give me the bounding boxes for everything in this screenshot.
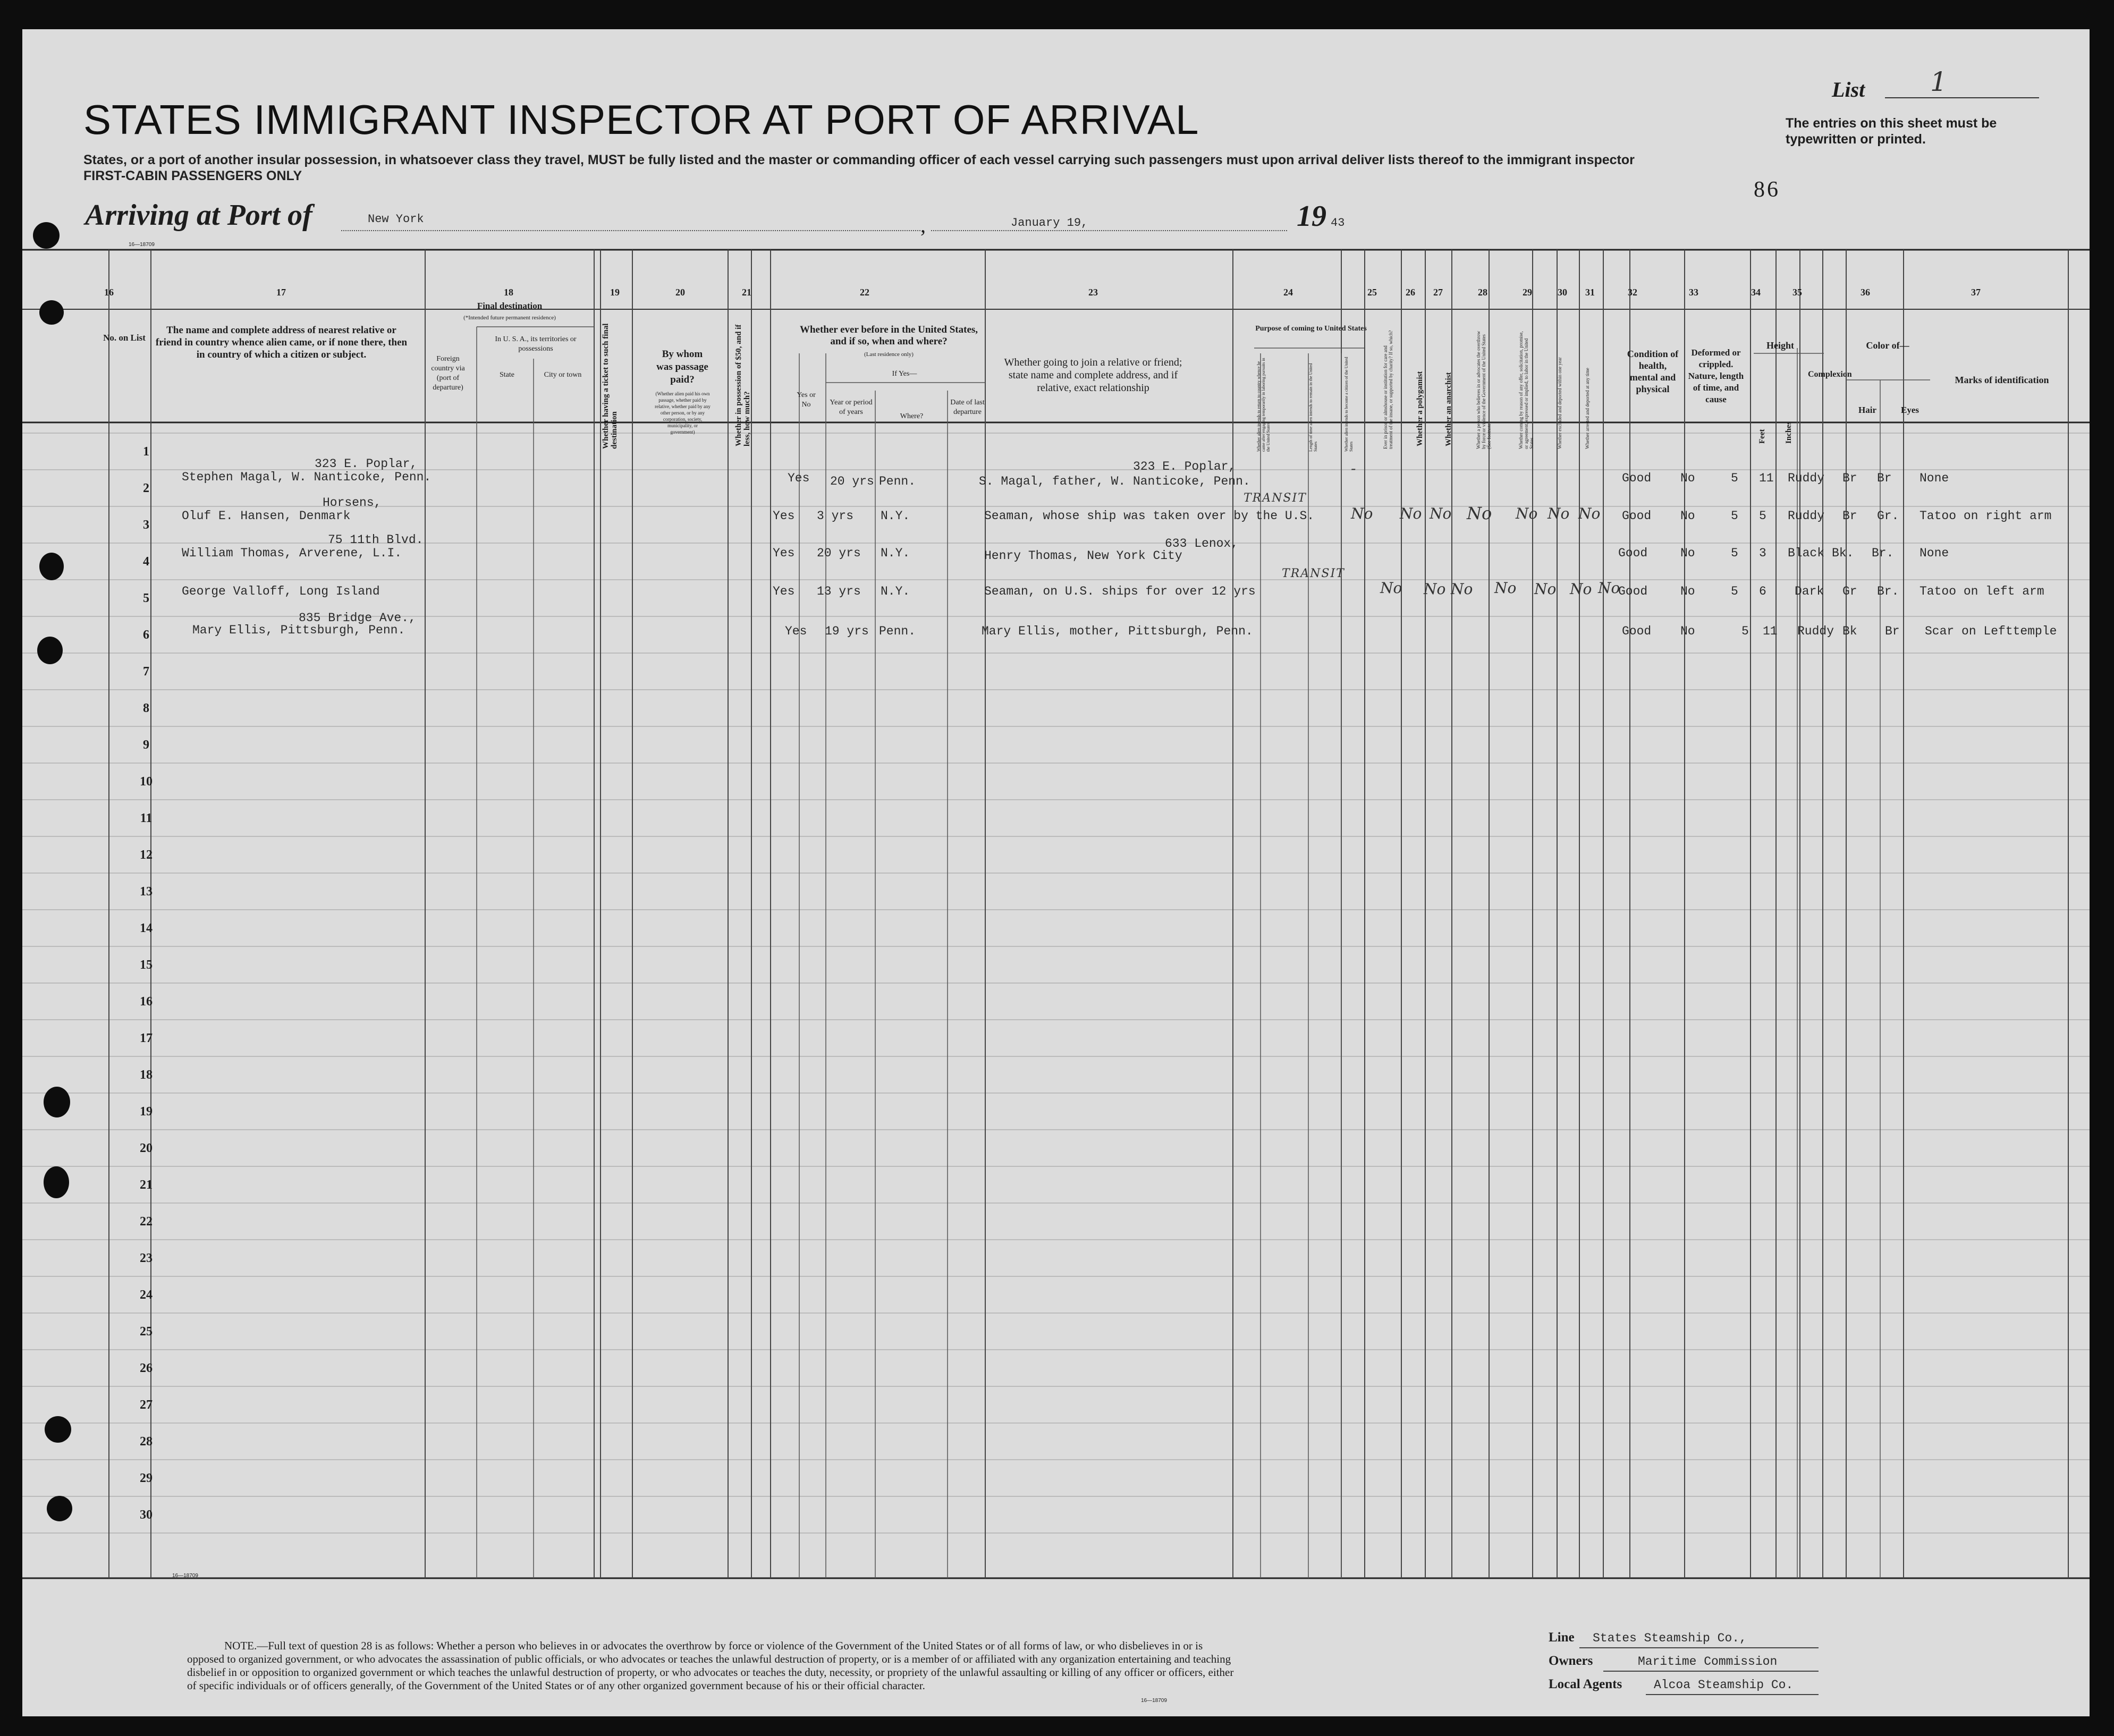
row-1-marks: None xyxy=(1919,471,1949,485)
row-1-hair: Br xyxy=(1842,471,1857,485)
owners-label: Owners xyxy=(1549,1654,1593,1668)
row-number: 9 xyxy=(143,738,149,752)
row-4-before: Yes xyxy=(773,585,795,598)
owners-underline xyxy=(1603,1671,1819,1672)
row-4-no-27: No xyxy=(1451,580,1473,598)
binder-hole xyxy=(39,553,64,580)
row-1-complexion: Ruddy xyxy=(1788,471,1825,485)
row-3-complexion: Black xyxy=(1788,546,1825,560)
row-4-inches: 6 xyxy=(1759,585,1766,598)
footnote: NOTE.—Full text of question 28 is as follows: Whether a person who believes in or advocates the overthrow by force or violence of the Government of the United States or of all forms of law, or who disbelieves in or is opposed to organized government, or who advocates the assassination of public officials, or who advocates or teaches the unlawful destruction of property, or is a member of or affiliated with any organization entertaining and teaching disbelief in or opposition to organized government or which teaches the unlawful destruction of property, or who advocates or teaches the duty, necessity, or propriety of the unlawful assaulting or killing of any officer or officers, either of specific individuals or of officers generally, of the Government of the United States or of any other organized government because of his or their official character. xyxy=(187,1639,1234,1692)
col-num-28: 28 xyxy=(1478,287,1487,298)
header-color-of: Color of— xyxy=(1866,340,1909,351)
col-num-21: 21 xyxy=(742,287,751,298)
row-3-health: Good xyxy=(1618,546,1648,560)
col-num-20: 20 xyxy=(675,287,685,298)
header-deformed: Deformed or crippled. Nature, length of time, and cause xyxy=(1688,348,1744,404)
row-4-health: Good xyxy=(1618,585,1648,598)
row-4-join: Seaman, on U.S. ships for over 12 yrs xyxy=(984,585,1256,598)
row-number: 16 xyxy=(140,995,153,1009)
header-hair: Hair xyxy=(1858,405,1876,415)
line-underline xyxy=(1579,1647,1819,1648)
col-num-26: 26 xyxy=(1406,287,1415,298)
row-3-before: Yes xyxy=(773,546,795,560)
header-final-destination-note: (*Intended future permanent residence) xyxy=(463,315,556,321)
col-num-24: 24 xyxy=(1283,287,1293,298)
header-yes-no: Yes or No xyxy=(797,391,816,409)
row-5-health: Good xyxy=(1622,624,1652,638)
row-3-period: 20 yrs xyxy=(817,546,861,560)
list-underline xyxy=(1885,97,2039,98)
col-num-16: 16 xyxy=(104,287,114,298)
row-number: 18 xyxy=(140,1068,153,1082)
row-3-feet: 5 xyxy=(1731,546,1738,560)
row-3-eyes: Br. xyxy=(1872,546,1894,560)
row-number: 28 xyxy=(140,1435,153,1449)
row-5-hair: Bk xyxy=(1842,624,1857,638)
row-1-relative: Stephen Magal, W. Nanticoke, Penn. xyxy=(182,470,432,484)
row-1-period: 20 yrs xyxy=(830,475,874,488)
row-5-where: Penn. xyxy=(879,624,916,638)
port: New York xyxy=(368,213,424,226)
binder-hole xyxy=(45,1416,71,1443)
row-2-relative-address: Horsens, xyxy=(323,496,382,510)
col-num-17: 17 xyxy=(276,287,286,298)
row-3-where: N.Y. xyxy=(881,546,910,560)
col-num-31: 31 xyxy=(1585,287,1595,298)
row-4-no-30: No xyxy=(1570,580,1592,598)
header-purpose-c: Whether alien intends to become a citizen of the United States xyxy=(1344,357,1354,452)
row-number: 29 xyxy=(140,1471,153,1485)
row-2-health: Good xyxy=(1622,509,1652,523)
row-3-relative-address: 75 11th Blvd. xyxy=(328,533,424,547)
row-5-complexion: Ruddy xyxy=(1797,624,1834,638)
col-num-19: 19 xyxy=(610,287,620,298)
header-eyes: Eyes xyxy=(1901,405,1919,415)
row-3-deformed: No xyxy=(1680,546,1695,560)
row-2-no-25: No xyxy=(1351,505,1373,522)
binder-hole xyxy=(44,1087,70,1117)
header-prison: Ever in prison or almshouse or institution for care and treatment of the insane, or supported by charity? If so, which? xyxy=(1383,330,1393,449)
footer-code: 16—18709 xyxy=(1141,1698,1167,1704)
row-2-before: Yes xyxy=(773,509,795,523)
header-anarchist: Whether an anarchist xyxy=(1444,372,1453,446)
row-4-complexion: Dark xyxy=(1795,585,1824,598)
form-intro: States, or a port of another insular possession, in whatsoever class they travel, MUST be fully listed and the master or commanding officer of each vessel carrying such passengers must upon arrival deliver lists thereof to the immigrant inspector xyxy=(83,153,1635,167)
row-2-no-29: No xyxy=(1516,505,1538,522)
col-num-25: 25 xyxy=(1367,287,1377,298)
row-2-period: 3 yrs xyxy=(817,509,854,523)
table-grid xyxy=(22,29,2090,1716)
header-excluded: Whether excluded and deported within one year xyxy=(1557,357,1562,449)
binder-hole xyxy=(37,637,63,664)
header-marks: Marks of identification xyxy=(1955,375,2049,385)
row-4-no-29: No xyxy=(1534,580,1557,598)
row-4-no-26: No xyxy=(1424,580,1446,598)
class-line: FIRST-CABIN PASSENGERS ONLY xyxy=(83,168,302,183)
owners-value: Maritime Commission xyxy=(1638,1655,1778,1669)
row-2-marks: Tatoo on right arm xyxy=(1919,509,2052,523)
col-num-23: 23 xyxy=(1088,287,1098,298)
header-feet: Feet xyxy=(1758,429,1766,444)
col-num-32: 32 xyxy=(1628,287,1637,298)
row-2-no-26: No xyxy=(1400,505,1422,522)
row-1-dash: - xyxy=(1351,460,1356,477)
header-relative: The name and complete address of nearest relative or friend in country whence alien came, or if none there, then in country of which a citizen or subject. xyxy=(155,325,408,360)
header-where: Where? xyxy=(900,412,924,420)
header-if-yes: If Yes— xyxy=(892,370,917,378)
row-5-marks: Scar on Lefttemple xyxy=(1925,624,2057,638)
row-5-inches: 11 xyxy=(1763,624,1778,638)
row-number: 3 xyxy=(143,518,149,532)
row-3-join: Henry Thomas, New York City xyxy=(984,549,1182,563)
header-fifty-dollars: Whether in possession of $50, and if less, how much? xyxy=(734,324,751,446)
arriving-label: Arriving at Port of xyxy=(85,199,312,232)
row-2-transit: TRANSIT xyxy=(1244,492,1307,505)
header-final-destination: Final destination xyxy=(477,301,543,311)
row-4-no-31: No xyxy=(1598,579,1620,597)
header-city: City or town xyxy=(544,371,582,379)
header-height: Height xyxy=(1766,340,1794,351)
row-2-no-30: No xyxy=(1548,505,1570,522)
row-2-relative: Oluf E. Hansen, Denmark xyxy=(182,509,351,523)
row-number: 11 xyxy=(140,811,153,825)
row-1-eyes: Br xyxy=(1877,471,1892,485)
row-5-join: Mary Ellis, mother, Pittsburgh, Penn. xyxy=(982,624,1253,638)
row-number: 21 xyxy=(140,1178,153,1192)
col-num-36: 36 xyxy=(1861,287,1870,298)
row-number: 26 xyxy=(140,1361,153,1375)
row-number: 17 xyxy=(140,1031,153,1045)
col-num-34: 34 xyxy=(1751,287,1761,298)
row-2-complexion: Ruddy xyxy=(1788,509,1825,523)
binder-hole xyxy=(33,222,60,249)
row-number: 24 xyxy=(140,1288,153,1302)
row-5-deformed: No xyxy=(1680,624,1695,638)
agents-value: Alcoa Steamship Co. xyxy=(1654,1678,1794,1692)
row-2-feet: 5 xyxy=(1731,509,1738,523)
row-5-relative: Mary Ellis, Pittsburgh, Penn. xyxy=(192,623,405,637)
list-label: List xyxy=(1832,78,1865,101)
header-period: Year or period of years xyxy=(830,399,873,416)
row-2-eyes: Gr. xyxy=(1877,509,1899,523)
agents-underline xyxy=(1646,1694,1819,1695)
manifest-sheet xyxy=(22,29,2090,1716)
header-passage: By whom was passage paid? xyxy=(656,349,708,385)
row-4-no-28: No xyxy=(1494,579,1517,597)
form-code-top: 16—18709 xyxy=(129,242,155,248)
row-2-no-27: No xyxy=(1430,505,1452,522)
agents-label: Local Agents xyxy=(1549,1677,1622,1691)
col-num-35: 35 xyxy=(1792,287,1802,298)
row-number: 15 xyxy=(140,958,153,972)
row-5-feet: 5 xyxy=(1741,624,1749,638)
row-2-inches: 5 xyxy=(1759,509,1766,523)
binder-hole xyxy=(44,1166,69,1198)
row-number: 7 xyxy=(143,665,149,679)
row-number: 6 xyxy=(143,628,149,642)
header-purpose: Purpose of coming to United States xyxy=(1255,325,1367,333)
header-overthrow: Whether a person who believes in or advocates the overthrow by force or violence of the Government of the United States (See footnote) xyxy=(1476,331,1492,449)
header-arrested: Whether arrested and deported at any time xyxy=(1585,368,1590,449)
row-number: 10 xyxy=(140,775,153,789)
date-underline xyxy=(931,230,1287,231)
year-prefix: 19 xyxy=(1297,200,1326,233)
col-num-22: 22 xyxy=(860,287,869,298)
row-4-feet: 5 xyxy=(1731,585,1738,598)
col-num-29: 29 xyxy=(1523,287,1532,298)
row-3-relative: William Thomas, Arverene, L.I. xyxy=(182,546,402,560)
port-comma: , xyxy=(920,213,926,237)
row-2-no-28: No xyxy=(1467,503,1492,523)
row-1-where: Penn. xyxy=(879,475,916,488)
line-label: Line xyxy=(1549,1630,1575,1645)
row-number: 30 xyxy=(140,1508,153,1522)
binder-hole xyxy=(47,1496,72,1521)
row-1-join: S. Magal, father, W. Nanticoke, Penn. xyxy=(979,475,1250,488)
row-number: 19 xyxy=(140,1105,153,1119)
year-suffix: 43 xyxy=(1331,216,1345,230)
row-2-deformed: No xyxy=(1680,509,1695,523)
row-1-deformed: No xyxy=(1680,471,1695,485)
row-4-where: N.Y. xyxy=(881,585,910,598)
row-5-eyes: Br xyxy=(1885,624,1900,638)
col-num-33: 33 xyxy=(1689,287,1698,298)
row-number: 25 xyxy=(140,1325,153,1339)
row-3-hair: Bk. xyxy=(1832,546,1854,560)
binder-hole xyxy=(39,300,64,325)
row-number: 23 xyxy=(140,1251,153,1265)
col-num-27: 27 xyxy=(1433,287,1443,298)
header-ever-before: Whether ever before in the United States, and if so, when and where? xyxy=(799,324,978,347)
form-code-bottom: 16—18709 xyxy=(172,1573,198,1579)
row-1-join-address: 323 E. Poplar, xyxy=(1133,460,1236,473)
port-underline xyxy=(341,230,920,231)
form-title: STATES IMMIGRANT INSPECTOR AT PORT OF ARRIVAL xyxy=(83,96,1199,143)
row-5-relative-address: 835 Bridge Ave., xyxy=(299,611,416,625)
row-5-before: Yes xyxy=(785,624,807,638)
row-number: 5 xyxy=(143,591,149,605)
row-number: 20 xyxy=(140,1141,153,1155)
header-polygamist: Whether a polygamist xyxy=(1416,371,1424,446)
header-state: State xyxy=(500,371,514,379)
row-4-hair: Gr xyxy=(1842,585,1857,598)
row-2-no-31: No xyxy=(1578,505,1601,522)
row-4-period: 13 yrs xyxy=(817,585,861,598)
row-4-relative: George Valloff, Long Island xyxy=(182,585,380,598)
row-1-before: Yes xyxy=(788,471,810,485)
header-foreign-country: Foreign country via (port of departure) xyxy=(431,355,465,392)
header-purpose-a: Whether alien intends to return to country whence he came after engaging temporarily in laboring pursuits in the United States xyxy=(1256,358,1271,452)
row-5-period: 19 yrs xyxy=(825,624,869,638)
row-4-transit: TRANSIT xyxy=(1282,567,1345,580)
row-number: 27 xyxy=(140,1398,153,1412)
header-labor-offer: Whether coming by reason of any offer, solicitation, promise, or agreement, expressed or implied, to labor in the United States xyxy=(1518,331,1534,449)
col-num-30: 30 xyxy=(1558,287,1567,298)
row-number: 13 xyxy=(140,885,153,899)
arrival-date: January 19, xyxy=(1011,216,1088,230)
row-3-join-address: 633 Lenox, xyxy=(1165,537,1239,551)
col-num-18: 18 xyxy=(504,287,513,298)
row-2-hair: Br xyxy=(1842,509,1857,523)
col-num-37: 37 xyxy=(1971,287,1981,298)
list-number: 1 xyxy=(1930,66,1947,97)
row-2-where: N.Y. xyxy=(881,509,910,523)
row-number: 2 xyxy=(143,481,149,495)
page-number: 86 xyxy=(1754,177,1780,202)
row-number: 4 xyxy=(143,555,149,569)
instructions: The entries on this sheet must be typewritten or printed. xyxy=(1786,116,1997,147)
header-passage-note: (Whether alien paid his own passage, whether paid by relative, whether paid by any other person, or by any corporation, society, municipality, or government) xyxy=(655,391,711,435)
header-inches: Inches xyxy=(1785,421,1793,444)
row-4-no-25: No xyxy=(1380,579,1402,597)
row-number: 12 xyxy=(140,848,153,862)
row-number: 1 xyxy=(143,445,149,459)
row-3-inches: 3 xyxy=(1759,546,1766,560)
header-join: Whether going to join a relative or friend; state name and complete address, and if relative, exact relationship xyxy=(1004,357,1182,394)
line-value: States Steamship Co., xyxy=(1593,1631,1747,1645)
row-1-feet: 5 xyxy=(1731,471,1738,485)
row-4-marks: Tatoo on left arm xyxy=(1919,585,2044,598)
header-purpose-b: Length of time alien intends to remain in the United States xyxy=(1308,363,1318,452)
row-4-eyes: Br. xyxy=(1877,585,1899,598)
header-health: Condition of health, mental and physical xyxy=(1627,349,1679,394)
row-1-relative-address: 323 E. Poplar, xyxy=(315,457,418,471)
row-4-deformed: No xyxy=(1680,585,1695,598)
header-no-on-list: No. on List xyxy=(103,333,146,343)
row-2-join: Seaman, whose ship was taken over by the U.S. xyxy=(984,509,1315,523)
row-1-inches: 11 xyxy=(1759,471,1774,485)
header-in-usa: In U. S. A., its territories or possessions xyxy=(495,335,577,353)
row-number: 8 xyxy=(143,701,149,715)
header-ticket: Whether having a ticket to such final destination xyxy=(602,323,619,449)
header-complexion: Complexion xyxy=(1808,370,1852,379)
row-1-health: Good xyxy=(1622,471,1652,485)
row-3-marks: None xyxy=(1919,546,1949,560)
header-last-residence: (Last residence only) xyxy=(864,351,914,358)
row-number: 22 xyxy=(140,1215,153,1229)
header-date-departure: Date of last departure xyxy=(950,399,985,416)
row-number: 14 xyxy=(140,921,153,935)
